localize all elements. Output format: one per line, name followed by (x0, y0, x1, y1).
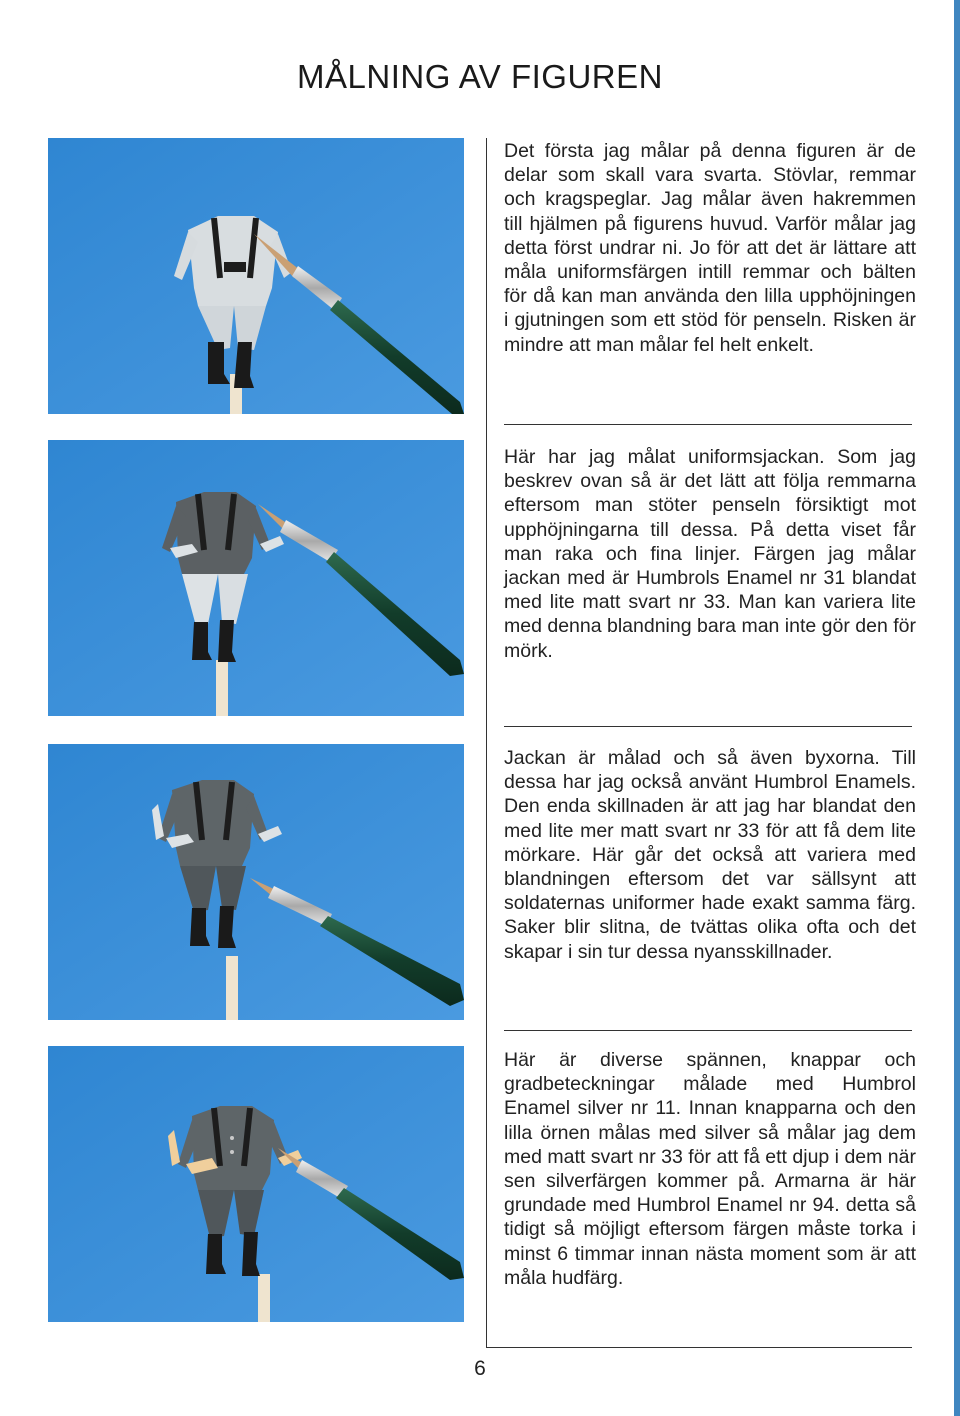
paragraph-step-4: Här är diverse spännen, knappar och gradbeteckningar målade med Humbrol Enamel silver nr 11. Innan knapparna och den lilla örnen målas med silver så målar jag dem med matt svart nr 33 för att få ett djup i dem när sen silverfärgen kommer på. Armarna är här grundade med Humbrol Enamel nr 94. detta så tidigt så möjligt eftersom färgen måste torka i minst 6 timmar innan nästa moment som är att måla hudfärg. (504, 1049, 916, 1289)
section-divider (504, 726, 912, 727)
photo-step-3 (48, 744, 464, 1020)
section-divider (504, 1030, 912, 1031)
column-divider (486, 138, 487, 1348)
paragraph-step-2: Här har jag målat uniformsjackan. Som jag beskrev ovan så är det lätt att följa remmarna eftersom man stöter penseln försiktigt mot upphöjningarna till dessa. På detta viset får man raka och fina linjer. Färgen jag målar jackan med är Humbrols Enamel nr 31 blandat med lite matt svart nr 33. Man kan variera lite med denna blandning bara man inte gör den för mörk. (504, 446, 916, 662)
section-divider (504, 424, 912, 425)
figure-photo-grey-uniform (48, 744, 464, 1020)
page-title: MÅLNING AV FIGUREN (297, 58, 663, 95)
right-edge-accent (954, 0, 960, 1416)
photo-step-4 (48, 1046, 464, 1322)
photo-step-1 (48, 138, 464, 414)
figure-photo-grey-jacket (48, 440, 464, 716)
figure-photo-unpainted (48, 138, 464, 414)
page-number: 6 (474, 1357, 486, 1380)
paragraph-step-3: Jackan är målad och så även byxorna. Till dessa har jag också använt Humbrol Enamels. Den enda skillnaden är att jag har blandat den med lite mer matt svart nr 33 för att få dem lite mörkare. Här går det också att variera med blandningen eftersom det var sällsynt att soldaternas uniformer hade exakt samma färg. Saker blir slitna, de tvättas olika ofta och det skapar i sin tur dessa nyansskillnader. (504, 747, 916, 963)
figure-photo-flesh-arms (48, 1046, 464, 1322)
photo-step-2 (48, 440, 464, 716)
paragraph-step-1: Det första jag målar på denna figuren är de delar som skall vara svarta. Stövlar, remmar och kragspeglar. Jag målar även hakremmen till hjälmen på figurens huvud. Varför målar jag detta först undrar ni. Jo för att det är lättare att måla uniformsfärgen intill remmar och bälten för då kan man använda den lilla upphöjningen i gjutningen som ett stöd för penseln. Risken är mindre att man målar fel helt enkelt. (504, 140, 916, 356)
bottom-rule (486, 1347, 912, 1348)
